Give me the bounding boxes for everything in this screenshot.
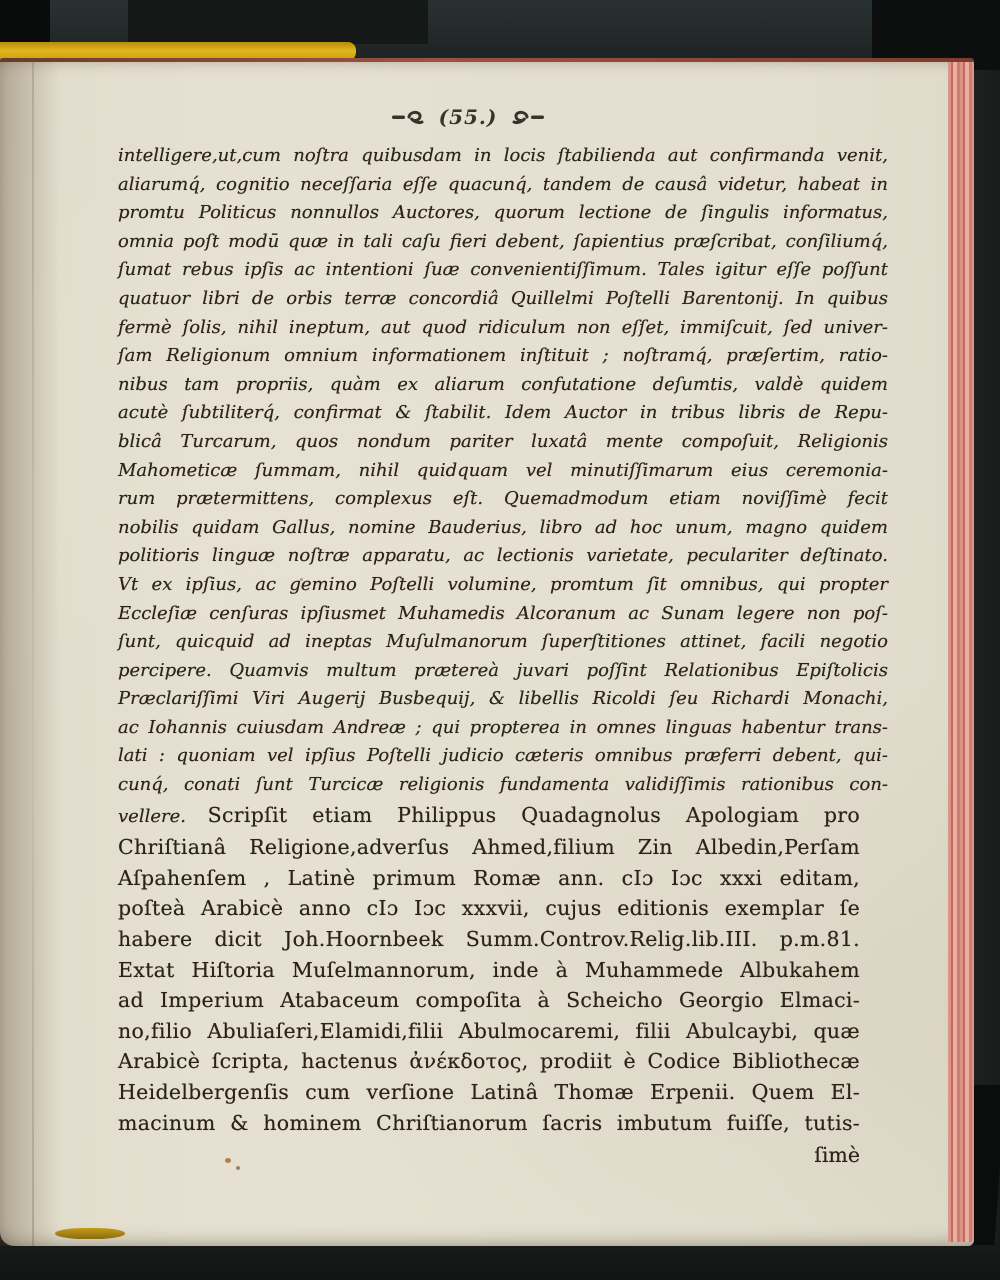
book-edge-gilt-sliver [55, 1228, 125, 1239]
text-line: poſteà Arabicè anno cIɔ Iɔc xxxvii, cujus editionis exemplar ſe [118, 896, 860, 921]
text-line [118, 800, 860, 833]
page-crease [32, 58, 34, 1246]
text-line: Arabicè ſcripta, hactenus ἀνέκδοτος, prodiit è Codice Bibliothecæ [118, 1049, 860, 1074]
text-line: cunq́, conati ſunt Turcicæ religionis fundamenta validiſſimis rationibus con- [118, 774, 888, 796]
text-segment: Scripſit etiam Philippus Quadagnolus Apologiam pro [207, 802, 861, 827]
catchword: ſimè [814, 1143, 860, 1168]
text-line: Chriſtianâ Religione,adverſus Ahmed,filium Zin Albedin,Perſam [118, 835, 860, 860]
text-line: Extat Hiſtoria Muſelmannorum, inde à Muhammede Albukahem [118, 957, 860, 982]
text-line: promtu Politicus nonnullos Auctores, quorum lectione de ſingulis informatus, [118, 202, 888, 224]
text-line: fermè ſolis, nihil ineptum, aut quod ridiculum non eſſet, immiſcuit, ſed univer- [118, 316, 888, 338]
book-page [0, 58, 974, 1246]
text-line: macinum & hominem Chriſtianorum ſacris imbutum fuiſſe, tutis- [118, 1110, 860, 1135]
fleuron-right-icon [504, 109, 544, 125]
text-line: rum prætermittens, complexus eſt. Quemadmodum etiam noviſſimè fecit [118, 488, 888, 510]
text-line: ſunt, quicquid ad ineptas Muſulmanorum ſuperſtitiones attinet, facili negotio [118, 631, 888, 653]
text-line: Aſpahenſem , Latinè primum Romæ ann. cIɔ Iɔc xxxi editam, [118, 865, 860, 890]
text-line: blicâ Turcarum, quos nondum pariter luxatâ mente compoſuit, Religionis [118, 430, 888, 452]
text-line: ſam Religionum omnium informationem inſtituit ; noſtramq́, præſertim, ratio- [118, 345, 888, 367]
text-line: Heidelbergenſis cum verſione Latinâ Thomæ Erpenii. Quem El- [118, 1080, 860, 1104]
page-header [118, 104, 818, 130]
text-line: quatuor libri de orbis terræ concordiâ Quillelmi Poſtelli Barentonij. In quibus [118, 287, 888, 309]
red-stained-fore-edge [948, 62, 974, 1242]
text-line: ſumat rebus ipſis ac intentioni ſuæ convenientiſſimum. Tales igitur eſſe poſſunt [118, 259, 888, 281]
text-line: nibus tam propriis, quàm ex aliarum confutatione deſumtis, valdè quidem [118, 373, 888, 395]
text-line: ad Imperium Atabaceum compoſita à Scheicho Georgio Elmaci- [118, 988, 860, 1013]
text-line: omnia poſt modū quæ in tali caſu fieri debent, ſapientius præſcribat, conſiliumq́, [118, 230, 888, 252]
text-line: Eccleſiæ cenſuras ipſiusmet Muhamedis Alcoranum ac Sunam legere non poſ- [118, 602, 888, 624]
text-line: aliarumq́, cognitio neceſſaria eſſe quacunq́, tandem de causâ videtur, habeat in [118, 173, 888, 195]
text-block [118, 142, 888, 1172]
text-line: intelligere,ut,cum noſtra quibusdam in locis ſtabilienda aut confirmanda venit, [118, 145, 888, 166]
text-line: acutè ſubtiliterq́, confirmat & ſtabilit. Idem Auctor in tribus libris de Repu- [118, 402, 888, 424]
page-number: (55.) [438, 105, 498, 129]
text-line: nobilis quidam Gallus, nomine Bauderius, libro ad hoc unum, magno quidem [118, 516, 888, 538]
fleuron-left-icon [392, 109, 432, 125]
text-segment: vellere. [118, 805, 208, 827]
scan-top-shadow [128, 0, 428, 44]
text-line: Mahometicæ ſummam, nihil quidquam vel minutiſſimarum eius ceremonia- [118, 459, 888, 481]
text-line: habere dicit Joh.Hoornbeek Summ.Controv.Relig.lib.III. p.m.81. [118, 927, 860, 952]
text-line: percipere. Quamvis multum prætereà juvari poſſint Relationibus Epiſtolicis [118, 659, 888, 681]
scan-bottom-band [0, 1240, 1000, 1280]
text-line: lati : quoniam vel ipſius Poſtelli judicio cæteris omnibus præferri debent, qui- [118, 745, 888, 767]
text-line: politioris linguæ noſtræ apparatu, ac lectionis varietate, peculariter deſtinato. [118, 545, 888, 567]
gutter-shadow [0, 58, 60, 1246]
text-line: Vt ex ipſius, ac gemino Poſtelli volumine, promtum ſit omnibus, qui propter [118, 573, 888, 595]
text-line: ac Iohannis cuiusdam Andreæ ; qui propterea in omnes linguas habentur trans- [118, 716, 888, 738]
text-line: no,filio Abuliaſeri,Elamidi,filii Abulmocaremi, filii Abulcaybi, quæ [118, 1018, 860, 1043]
page-top-edge-line [0, 58, 974, 62]
text-line: Præclariſſimi Viri Augerij Busbequij, & libellis Ricoldi ſeu Richardi Monachi, [118, 688, 888, 710]
